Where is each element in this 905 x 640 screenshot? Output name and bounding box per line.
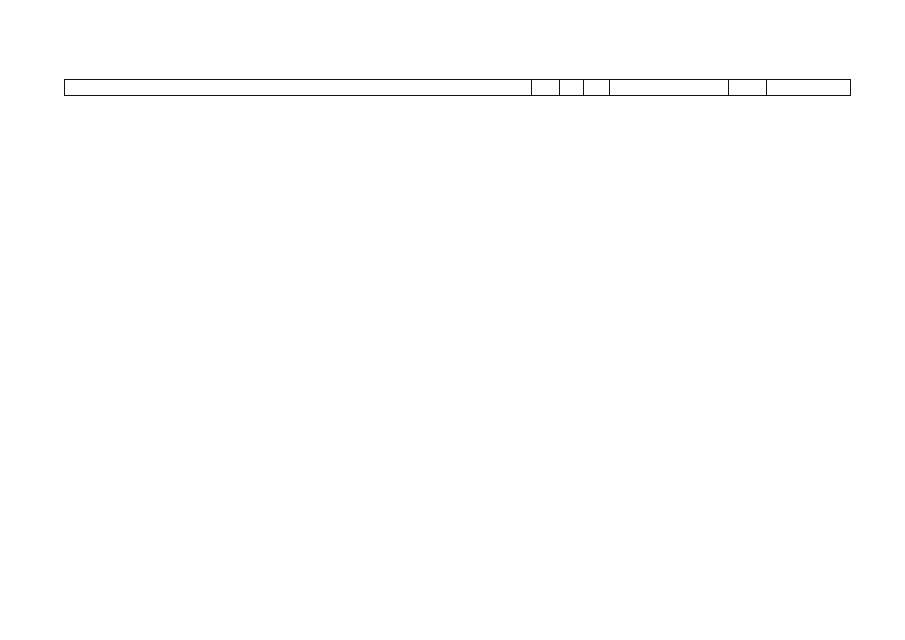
header-col-1 — [65, 80, 532, 95]
header-col-6 — [729, 80, 767, 95]
header-col-5 — [610, 80, 730, 95]
header-col-2 — [532, 80, 560, 95]
header-col-3 — [560, 80, 584, 95]
table-header — [64, 79, 851, 96]
header-col-7 — [767, 80, 850, 95]
header-col-4 — [584, 80, 610, 95]
